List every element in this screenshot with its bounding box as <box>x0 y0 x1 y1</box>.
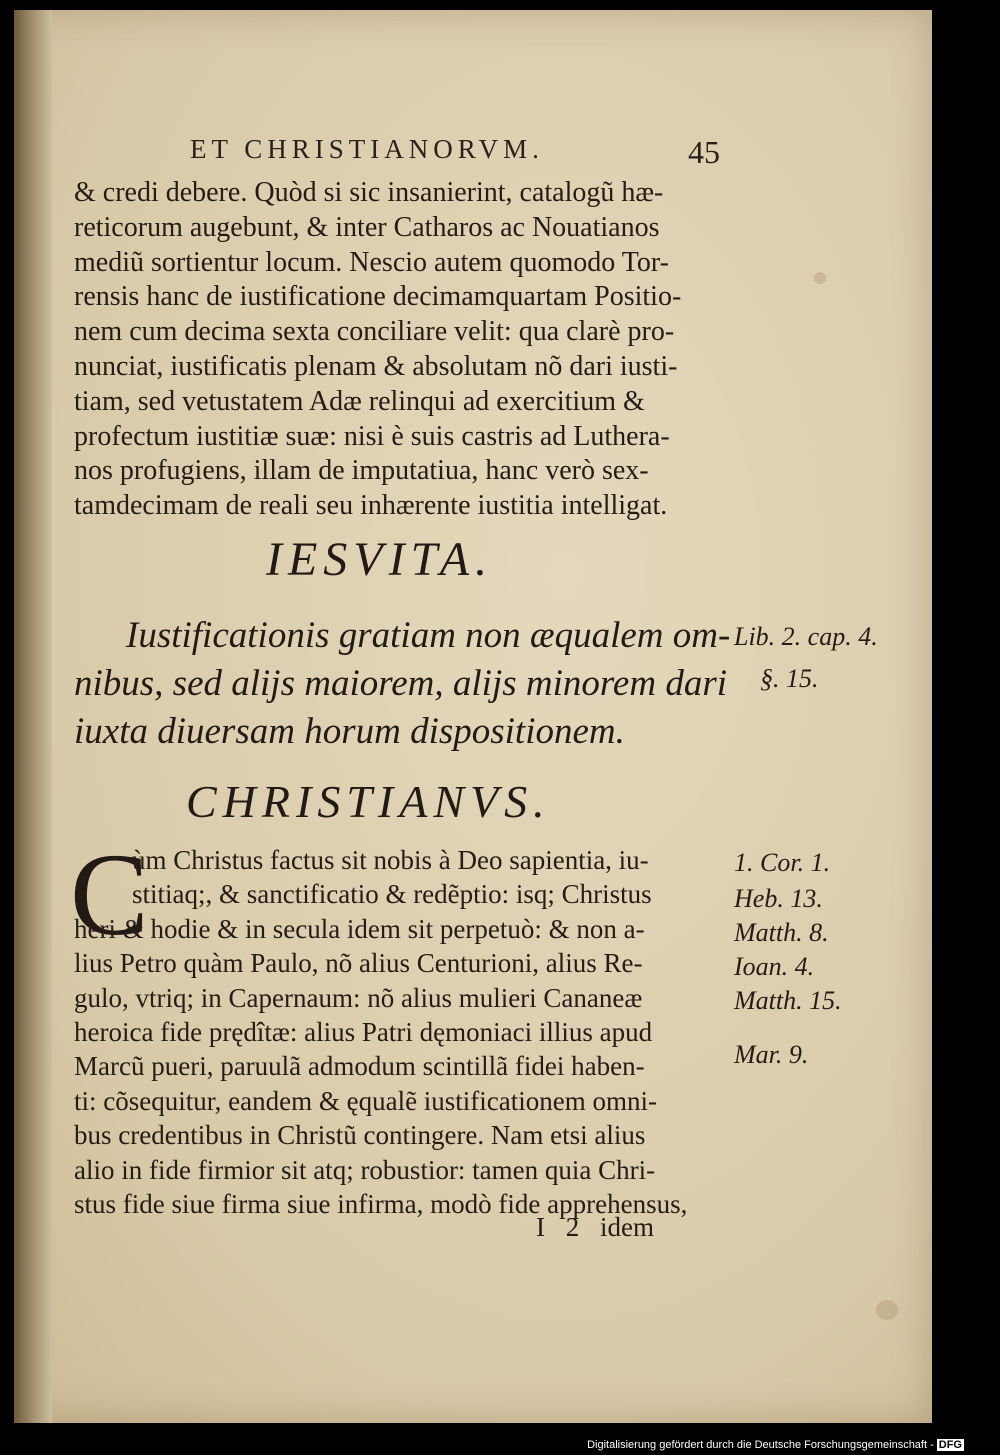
catchword: I 2 idem <box>536 1212 654 1242</box>
text-line: rensis hanc de iustificatione decimamquartam Positio- <box>74 281 682 313</box>
text-line: bus credentibus in Christũ contingere. Nam etsi alius <box>74 1120 646 1151</box>
credit-text: Digitalisierung gefördert durch die Deutsche Forschungsgemeinschaft - <box>587 1439 934 1451</box>
text-line: gulo, vtriq; in Capernaum: nõ alius mulieri Cananeæ <box>74 982 643 1013</box>
text-line: tiam, sed vetustatem Adæ relinqui ad exercitium & <box>74 385 645 417</box>
running-title: ET CHRISTIANORVM. <box>190 134 544 164</box>
text-line: ti: cõsequitur, eandem & ęqualẽ iustificationem omni- <box>74 1085 658 1116</box>
text-line: profectum iustitiæ suæ: nisi è suis castris ad Luthera- <box>74 420 670 452</box>
thesis-line: nibus, sed alijs maiorem, alijs minorem dari <box>74 663 727 704</box>
text-line: tamdecimam de reali seu inhærente iustitia intelligat. <box>74 490 668 522</box>
jesuita-thesis <box>74 612 734 756</box>
margin-note: Heb. 13. <box>734 884 823 913</box>
paper-stain <box>814 272 826 284</box>
margin-note: 1. Cor. 1. <box>734 848 831 877</box>
margin-note: §. 15. <box>760 664 819 693</box>
thesis-line: Iustificationis gratiam non æqualem om- <box>126 615 731 656</box>
margin-note: Matth. 15. <box>734 986 842 1015</box>
margin-note: Ioan. 4. <box>734 952 815 981</box>
page-number: 45 <box>688 134 720 170</box>
text-line: heroica fide prędîtæ: alius Patri dęmoniaci illius apud <box>74 1017 653 1048</box>
text-line: nunciat, iustificatis plenam & absolutam nõ dari iusti- <box>74 350 678 382</box>
text-line: nos profugiens, illam de imputatiua, hanc verò sex- <box>74 455 649 487</box>
text-line: & credi debere. Quòd si sic insanierint, catalogũ hæ- <box>74 177 664 208</box>
text-line: ùm Christus factus sit nobis à Deo sapientia, iu- <box>132 845 649 875</box>
text-line: nem cum decima sexta conciliare velit: qua clarè pro- <box>74 316 675 348</box>
text-line: lius Petro quàm Paulo, nõ alius Centurioni, alius Re- <box>74 948 643 979</box>
christianus-heading: CHRISTIANVS. <box>186 776 551 827</box>
text-line: stus fide siue firma siue infirma, modò fide apprehensus, <box>74 1189 688 1220</box>
text-line: Marcũ pueri, paruulã admodum scintillã fidei haben- <box>74 1051 645 1082</box>
book-gutter <box>14 10 52 1423</box>
drop-cap: C <box>70 829 149 960</box>
paper-stain <box>876 1300 898 1320</box>
text-line: reticorum augebunt, & inter Catharos ac Nouatianos <box>74 211 660 243</box>
margin-note: Matth. 8. <box>734 918 829 947</box>
jesuita-heading: IESVITA. <box>266 533 494 586</box>
thesis-line: iuxta diuersam horum dispositionem. <box>74 711 625 752</box>
digitization-credit <box>587 1439 964 1451</box>
text-line: alio in fide firmior sit atq; robustior: tamen quia Chri- <box>74 1154 656 1185</box>
dfg-logo: DFG <box>938 1439 962 1451</box>
text-line: heri & hodie & in secula idem sit perpetuò: & non a- <box>74 913 645 944</box>
paragraph-1 <box>74 176 734 524</box>
margin-note: Mar. 9. <box>734 1040 809 1069</box>
paragraph-2 <box>74 843 734 1221</box>
margin-note: Lib. 2. cap. 4. <box>734 622 878 651</box>
text-line: stitiaq;, & sanctificatio & redẽptio: isq; Christus <box>132 879 652 910</box>
text-line: mediũ sortientur locum. Nescio autem quomodo Tor- <box>74 246 669 278</box>
